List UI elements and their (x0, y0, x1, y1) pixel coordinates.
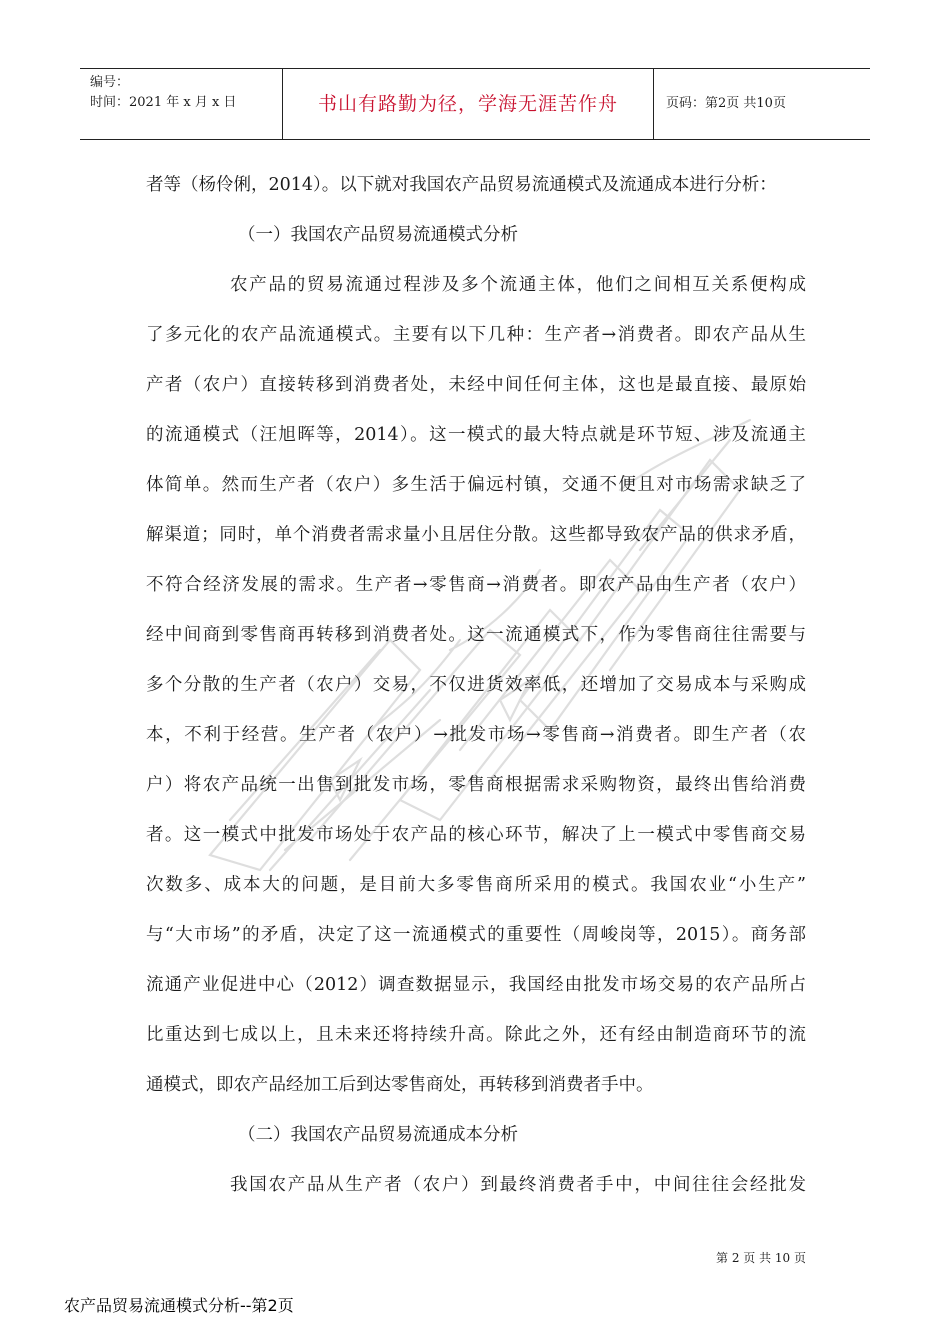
body-line: 与“大市场”的矛盾，决定了这一流通模式的重要性（周峻岗等，2015）。商务部 (146, 925, 806, 945)
body-line: 农产品的贸易流通过程涉及多个流通主体，他们之间相互关系便构成 (230, 275, 806, 295)
body-line: 了多元化的农产品流通模式。主要有以下几种：生产者→消费者。即农产品从生 (146, 325, 806, 345)
header-time-label: 时间：2021 年 x 月 x 日 (90, 95, 237, 110)
body-line: 者等（杨伶俐，2014）。以下就对我国农产品贸易流通模式及流通成本进行分析： (146, 175, 777, 195)
body-line: 不符合经济发展的需求。生产者→零售商→消费者。即农产品由生产者（农户） (146, 575, 806, 595)
body-line: 通模式，即农产品经加工后到达零售商处，再转移到消费者手中。 (146, 1075, 654, 1095)
header-meta (80, 69, 282, 139)
document-header (80, 68, 870, 140)
section-heading-2: （二）我国农产品贸易流通成本分析 (238, 1125, 518, 1145)
section-heading-1: （一）我国农产品贸易流通模式分析 (238, 225, 518, 245)
body-line: 比重达到七成以上，且未来还将持续升高。除此之外，还有经由制造商环节的流 (146, 1025, 806, 1045)
body-line: 流通产业促进中心（2012）调查数据显示，我国经由批发市场交易的农产品所占 (146, 975, 806, 995)
header-motto: 书山有路勤为径，学海无涯苦作舟 (282, 69, 654, 139)
body-line: 解渠道；同时，单个消费者需求量小且居住分散。这些都导致农产品的供求矛盾， (146, 525, 806, 545)
body-line: 多个分散的生产者（农户）交易，不仅进货效率低，还增加了交易成本与采购成 (146, 675, 806, 695)
header-page-info: 页码：第2页 共10页 (666, 96, 786, 111)
header-number-label: 编号： (90, 75, 130, 90)
body-line: 户）将农产品统一出售到批发市场，零售商根据需求采购物资，最终出售给消费 (146, 775, 806, 795)
footer-page-number: 第 2 页 共 10 页 (716, 1251, 806, 1265)
body-line: 的流通模式（汪旭晖等，2014）。这一模式的最大特点就是环节短、涉及流通主 (146, 425, 806, 445)
body-line: 体简单。然而生产者（农户）多生活于偏远村镇，交通不便且对市场需求缺乏了 (146, 475, 806, 495)
body-line: 者。这一模式中批发市场处于农产品的核心环节，解决了上一模式中零售商交易 (146, 825, 806, 845)
body-line: 本，不利于经营。生产者（农户）→批发市场→零售商→消费者。即生产者（农 (146, 725, 806, 745)
body-line: 我国农产品从生产者（农户）到最终消费者手中，中间往往会经批发 (230, 1175, 806, 1195)
body-line: 经中间商到零售商再转移到消费者处。这一流通模式下，作为零售商往往需要与 (146, 625, 806, 645)
footer-document-title: 农产品贸易流通模式分析--第2页 (64, 1296, 294, 1315)
body-line: 次数多、成本大的问题，是目前大多零售商所采用的模式。我国农业“小生产” (146, 875, 806, 895)
body-line: 产者（农户）直接转移到消费者处，未经中间任何主体，这也是最直接、最原始 (146, 375, 806, 395)
